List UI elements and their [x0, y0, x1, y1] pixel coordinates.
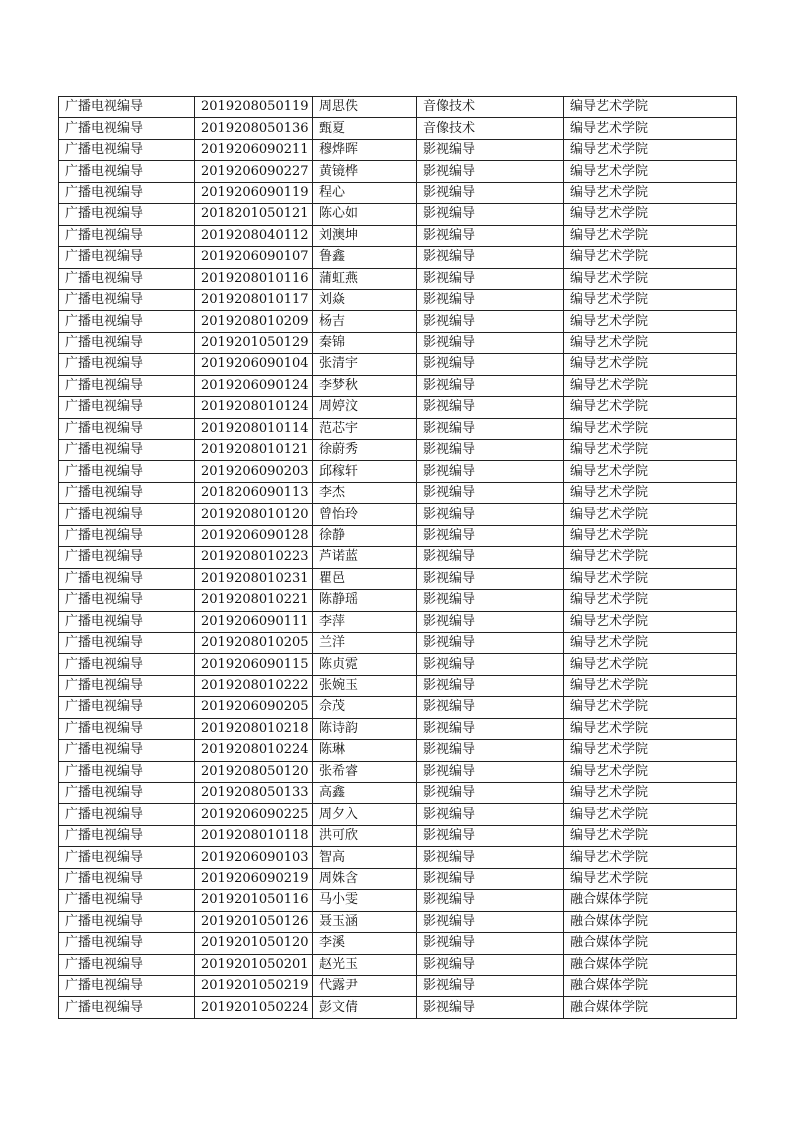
- direction-cell: 影视编导: [417, 804, 564, 825]
- table-row: [59, 482, 737, 503]
- major-cell: 广播电视编导: [59, 332, 195, 353]
- table-row: [59, 97, 737, 118]
- major-cell: 广播电视编导: [59, 675, 195, 696]
- table-row: [59, 868, 737, 889]
- table-row: [59, 354, 737, 375]
- table-row: [59, 697, 737, 718]
- student-name-cell: 洪可欣: [313, 825, 417, 846]
- student-name-cell: 李梦秋: [313, 375, 417, 396]
- direction-cell: 影视编导: [417, 289, 564, 310]
- college-cell: 编导艺术学院: [564, 440, 737, 461]
- direction-cell: 影视编导: [417, 568, 564, 589]
- major-cell: 广播电视编导: [59, 247, 195, 268]
- student-name-cell: 蒲虹燕: [313, 268, 417, 289]
- student-name-cell: 赵光玉: [313, 954, 417, 975]
- student-name-cell: 陈静瑶: [313, 590, 417, 611]
- table-row: [59, 804, 737, 825]
- student-name-cell: 李杰: [313, 482, 417, 503]
- table-row: [59, 997, 737, 1018]
- table-row: [59, 761, 737, 782]
- major-cell: 广播电视编导: [59, 397, 195, 418]
- major-cell: 广播电视编导: [59, 718, 195, 739]
- college-cell: 编导艺术学院: [564, 289, 737, 310]
- college-cell: 编导艺术学院: [564, 354, 737, 375]
- table-row: [59, 440, 737, 461]
- major-cell: 广播电视编导: [59, 204, 195, 225]
- student-id-cell: 2019208050136: [195, 118, 313, 139]
- student-id-cell: 2019208040112: [195, 225, 313, 246]
- student-id-cell: 2019208010222: [195, 675, 313, 696]
- major-cell: 广播电视编导: [59, 804, 195, 825]
- direction-cell: 影视编导: [417, 954, 564, 975]
- student-name-cell: 程心: [313, 182, 417, 203]
- table-row: [59, 740, 737, 761]
- table-row: [59, 418, 737, 439]
- table-row: [59, 118, 737, 139]
- direction-cell: 影视编导: [417, 525, 564, 546]
- major-cell: 广播电视编导: [59, 890, 195, 911]
- direction-cell: 影视编导: [417, 268, 564, 289]
- student-name-cell: 周姝含: [313, 868, 417, 889]
- direction-cell: 影视编导: [417, 461, 564, 482]
- student-id-cell: 2019208010117: [195, 289, 313, 310]
- student-id-cell: 2019208010114: [195, 418, 313, 439]
- table-row: [59, 247, 737, 268]
- student-id-cell: 2019201050120: [195, 933, 313, 954]
- major-cell: 广播电视编导: [59, 118, 195, 139]
- student-id-cell: 2019201050116: [195, 890, 313, 911]
- student-name-cell: 彭文倩: [313, 997, 417, 1018]
- student-id-cell: 2019206090205: [195, 697, 313, 718]
- student-name-cell: 周思佚: [313, 97, 417, 118]
- direction-cell: 影视编导: [417, 397, 564, 418]
- student-roster-table: [58, 96, 737, 1019]
- direction-cell: 影视编导: [417, 182, 564, 203]
- student-id-cell: 2019201050219: [195, 975, 313, 996]
- student-name-cell: 高鑫: [313, 783, 417, 804]
- student-id-cell: 2019201050224: [195, 997, 313, 1018]
- major-cell: 广播电视编导: [59, 504, 195, 525]
- student-name-cell: 徐蔚秀: [313, 440, 417, 461]
- table-row: [59, 375, 737, 396]
- college-cell: 编导艺术学院: [564, 97, 737, 118]
- student-id-cell: 2019208010223: [195, 547, 313, 568]
- student-id-cell: 2019208010231: [195, 568, 313, 589]
- college-cell: 编导艺术学院: [564, 118, 737, 139]
- college-cell: 编导艺术学院: [564, 182, 737, 203]
- student-name-cell: 秦锦: [313, 332, 417, 353]
- college-cell: 编导艺术学院: [564, 804, 737, 825]
- roster-body: [59, 97, 737, 1019]
- student-id-cell: 2019206090115: [195, 654, 313, 675]
- direction-cell: 影视编导: [417, 590, 564, 611]
- student-name-cell: 李萍: [313, 611, 417, 632]
- major-cell: 广播电视编导: [59, 975, 195, 996]
- table-row: [59, 289, 737, 310]
- college-cell: 编导艺术学院: [564, 332, 737, 353]
- student-id-cell: 2018206090113: [195, 482, 313, 503]
- major-cell: 广播电视编导: [59, 933, 195, 954]
- student-id-cell: 2019206090227: [195, 161, 313, 182]
- table-row: [59, 182, 737, 203]
- student-id-cell: 2019206090128: [195, 525, 313, 546]
- college-cell: 编导艺术学院: [564, 247, 737, 268]
- table-row: [59, 461, 737, 482]
- student-id-cell: 2019208010221: [195, 590, 313, 611]
- student-name-cell: 邱稼轩: [313, 461, 417, 482]
- student-name-cell: 张婉玉: [313, 675, 417, 696]
- major-cell: 广播电视编导: [59, 568, 195, 589]
- direction-cell: 音像技术: [417, 118, 564, 139]
- student-id-cell: 2019201050129: [195, 332, 313, 353]
- table-row: [59, 847, 737, 868]
- direction-cell: 影视编导: [417, 482, 564, 503]
- college-cell: 编导艺术学院: [564, 547, 737, 568]
- direction-cell: 影视编导: [417, 354, 564, 375]
- student-name-cell: 芦诺蓝: [313, 547, 417, 568]
- direction-cell: 影视编导: [417, 975, 564, 996]
- major-cell: 广播电视编导: [59, 611, 195, 632]
- direction-cell: 影视编导: [417, 332, 564, 353]
- major-cell: 广播电视编导: [59, 997, 195, 1018]
- college-cell: 编导艺术学院: [564, 568, 737, 589]
- major-cell: 广播电视编导: [59, 954, 195, 975]
- student-id-cell: 2019208050133: [195, 783, 313, 804]
- college-cell: 融合媒体学院: [564, 890, 737, 911]
- student-name-cell: 马小雯: [313, 890, 417, 911]
- college-cell: 编导艺术学院: [564, 761, 737, 782]
- college-cell: 编导艺术学院: [564, 590, 737, 611]
- student-id-cell: 2018201050121: [195, 204, 313, 225]
- major-cell: 广播电视编导: [59, 225, 195, 246]
- direction-cell: 影视编导: [417, 654, 564, 675]
- table-row: [59, 139, 737, 160]
- student-id-cell: 2019206090211: [195, 139, 313, 160]
- college-cell: 编导艺术学院: [564, 783, 737, 804]
- direction-cell: 影视编导: [417, 825, 564, 846]
- direction-cell: 影视编导: [417, 611, 564, 632]
- table-row: [59, 161, 737, 182]
- student-name-cell: 聂玉涵: [313, 911, 417, 932]
- student-id-cell: 2019208010124: [195, 397, 313, 418]
- college-cell: 编导艺术学院: [564, 675, 737, 696]
- student-name-cell: 智高: [313, 847, 417, 868]
- college-cell: 编导艺术学院: [564, 139, 737, 160]
- student-id-cell: 2019206090225: [195, 804, 313, 825]
- direction-cell: 影视编导: [417, 718, 564, 739]
- student-id-cell: 2019206090107: [195, 247, 313, 268]
- direction-cell: 影视编导: [417, 204, 564, 225]
- major-cell: 广播电视编导: [59, 418, 195, 439]
- direction-cell: 影视编导: [417, 740, 564, 761]
- student-name-cell: 代露尹: [313, 975, 417, 996]
- college-cell: 编导艺术学院: [564, 161, 737, 182]
- student-name-cell: 瞿邑: [313, 568, 417, 589]
- student-id-cell: 2019206090103: [195, 847, 313, 868]
- major-cell: 广播电视编导: [59, 783, 195, 804]
- direction-cell: 影视编导: [417, 418, 564, 439]
- college-cell: 编导艺术学院: [564, 611, 737, 632]
- college-cell: 编导艺术学院: [564, 204, 737, 225]
- student-name-cell: 周夕入: [313, 804, 417, 825]
- college-cell: 融合媒体学院: [564, 997, 737, 1018]
- direction-cell: 影视编导: [417, 504, 564, 525]
- table-row: [59, 525, 737, 546]
- table-row: [59, 718, 737, 739]
- college-cell: 编导艺术学院: [564, 825, 737, 846]
- major-cell: 广播电视编导: [59, 375, 195, 396]
- student-name-cell: 兰洋: [313, 632, 417, 653]
- major-cell: 广播电视编导: [59, 482, 195, 503]
- college-cell: 编导艺术学院: [564, 418, 737, 439]
- college-cell: 编导艺术学院: [564, 268, 737, 289]
- student-id-cell: 2019208050119: [195, 97, 313, 118]
- major-cell: 广播电视编导: [59, 547, 195, 568]
- major-cell: 广播电视编导: [59, 289, 195, 310]
- table-row: [59, 825, 737, 846]
- student-id-cell: 2019208010118: [195, 825, 313, 846]
- table-row: [59, 654, 737, 675]
- student-name-cell: 曾怡玲: [313, 504, 417, 525]
- direction-cell: 影视编导: [417, 761, 564, 782]
- student-name-cell: 陈贞霓: [313, 654, 417, 675]
- student-name-cell: 张清宇: [313, 354, 417, 375]
- student-name-cell: 张希睿: [313, 761, 417, 782]
- college-cell: 编导艺术学院: [564, 525, 737, 546]
- direction-cell: 影视编导: [417, 890, 564, 911]
- table-row: [59, 332, 737, 353]
- major-cell: 广播电视编导: [59, 590, 195, 611]
- direction-cell: 影视编导: [417, 868, 564, 889]
- college-cell: 编导艺术学院: [564, 504, 737, 525]
- table-row: [59, 547, 737, 568]
- student-id-cell: 2019206090219: [195, 868, 313, 889]
- direction-cell: 影视编导: [417, 161, 564, 182]
- college-cell: 融合媒体学院: [564, 933, 737, 954]
- table-row: [59, 783, 737, 804]
- direction-cell: 影视编导: [417, 139, 564, 160]
- table-row: [59, 890, 737, 911]
- student-id-cell: 2019208010218: [195, 718, 313, 739]
- table-row: [59, 311, 737, 332]
- table-row: [59, 504, 737, 525]
- college-cell: 编导艺术学院: [564, 461, 737, 482]
- student-id-cell: 2019208010205: [195, 632, 313, 653]
- table-row: [59, 397, 737, 418]
- college-cell: 编导艺术学院: [564, 697, 737, 718]
- student-name-cell: 周婷汶: [313, 397, 417, 418]
- direction-cell: 影视编导: [417, 547, 564, 568]
- student-id-cell: 2019206090119: [195, 182, 313, 203]
- direction-cell: 影视编导: [417, 440, 564, 461]
- major-cell: 广播电视编导: [59, 654, 195, 675]
- student-id-cell: 2019208010120: [195, 504, 313, 525]
- direction-cell: 影视编导: [417, 847, 564, 868]
- direction-cell: 影视编导: [417, 997, 564, 1018]
- direction-cell: 影视编导: [417, 225, 564, 246]
- table-row: [59, 590, 737, 611]
- student-id-cell: 2019208010121: [195, 440, 313, 461]
- table-row: [59, 225, 737, 246]
- student-id-cell: 2019208010209: [195, 311, 313, 332]
- student-id-cell: 2019208010116: [195, 268, 313, 289]
- student-name-cell: 佘茂: [313, 697, 417, 718]
- student-id-cell: 2019206090203: [195, 461, 313, 482]
- direction-cell: 影视编导: [417, 632, 564, 653]
- table-row: [59, 268, 737, 289]
- student-id-cell: 2019206090111: [195, 611, 313, 632]
- major-cell: 广播电视编导: [59, 847, 195, 868]
- direction-cell: 影视编导: [417, 933, 564, 954]
- major-cell: 广播电视编导: [59, 697, 195, 718]
- college-cell: 融合媒体学院: [564, 954, 737, 975]
- college-cell: 融合媒体学院: [564, 975, 737, 996]
- major-cell: 广播电视编导: [59, 440, 195, 461]
- table-row: [59, 975, 737, 996]
- student-name-cell: 刘澳坤: [313, 225, 417, 246]
- table-row: [59, 568, 737, 589]
- student-name-cell: 陈诗韵: [313, 718, 417, 739]
- college-cell: 融合媒体学院: [564, 911, 737, 932]
- student-name-cell: 李溪: [313, 933, 417, 954]
- table-row: [59, 675, 737, 696]
- major-cell: 广播电视编导: [59, 632, 195, 653]
- major-cell: 广播电视编导: [59, 161, 195, 182]
- major-cell: 广播电视编导: [59, 97, 195, 118]
- student-name-cell: 穆烨晖: [313, 139, 417, 160]
- college-cell: 编导艺术学院: [564, 632, 737, 653]
- direction-cell: 影视编导: [417, 697, 564, 718]
- college-cell: 编导艺术学院: [564, 397, 737, 418]
- major-cell: 广播电视编导: [59, 761, 195, 782]
- table-row: [59, 611, 737, 632]
- major-cell: 广播电视编导: [59, 525, 195, 546]
- college-cell: 编导艺术学院: [564, 225, 737, 246]
- student-name-cell: 黄镜桦: [313, 161, 417, 182]
- major-cell: 广播电视编导: [59, 354, 195, 375]
- major-cell: 广播电视编导: [59, 825, 195, 846]
- student-name-cell: 鲁鑫: [313, 247, 417, 268]
- major-cell: 广播电视编导: [59, 911, 195, 932]
- major-cell: 广播电视编导: [59, 182, 195, 203]
- student-id-cell: 2019206090124: [195, 375, 313, 396]
- table-row: [59, 911, 737, 932]
- student-id-cell: 2019201050201: [195, 954, 313, 975]
- college-cell: 编导艺术学院: [564, 654, 737, 675]
- student-id-cell: 2019206090104: [195, 354, 313, 375]
- student-id-cell: 2019201050126: [195, 911, 313, 932]
- college-cell: 编导艺术学院: [564, 868, 737, 889]
- college-cell: 编导艺术学院: [564, 375, 737, 396]
- direction-cell: 音像技术: [417, 97, 564, 118]
- direction-cell: 影视编导: [417, 311, 564, 332]
- direction-cell: 影视编导: [417, 783, 564, 804]
- major-cell: 广播电视编导: [59, 868, 195, 889]
- college-cell: 编导艺术学院: [564, 847, 737, 868]
- student-name-cell: 陈心如: [313, 204, 417, 225]
- direction-cell: 影视编导: [417, 911, 564, 932]
- major-cell: 广播电视编导: [59, 461, 195, 482]
- college-cell: 编导艺术学院: [564, 482, 737, 503]
- student-name-cell: 徐静: [313, 525, 417, 546]
- college-cell: 编导艺术学院: [564, 740, 737, 761]
- direction-cell: 影视编导: [417, 247, 564, 268]
- student-name-cell: 杨吉: [313, 311, 417, 332]
- major-cell: 广播电视编导: [59, 268, 195, 289]
- table-row: [59, 954, 737, 975]
- college-cell: 编导艺术学院: [564, 718, 737, 739]
- direction-cell: 影视编导: [417, 675, 564, 696]
- student-id-cell: 2019208050120: [195, 761, 313, 782]
- student-name-cell: 范芯宇: [313, 418, 417, 439]
- direction-cell: 影视编导: [417, 375, 564, 396]
- major-cell: 广播电视编导: [59, 139, 195, 160]
- table-row: [59, 933, 737, 954]
- table-row: [59, 632, 737, 653]
- student-name-cell: 刘焱: [313, 289, 417, 310]
- student-name-cell: 甄夏: [313, 118, 417, 139]
- college-cell: 编导艺术学院: [564, 311, 737, 332]
- major-cell: 广播电视编导: [59, 740, 195, 761]
- student-name-cell: 陈琳: [313, 740, 417, 761]
- table-row: [59, 204, 737, 225]
- student-id-cell: 2019208010224: [195, 740, 313, 761]
- major-cell: 广播电视编导: [59, 311, 195, 332]
